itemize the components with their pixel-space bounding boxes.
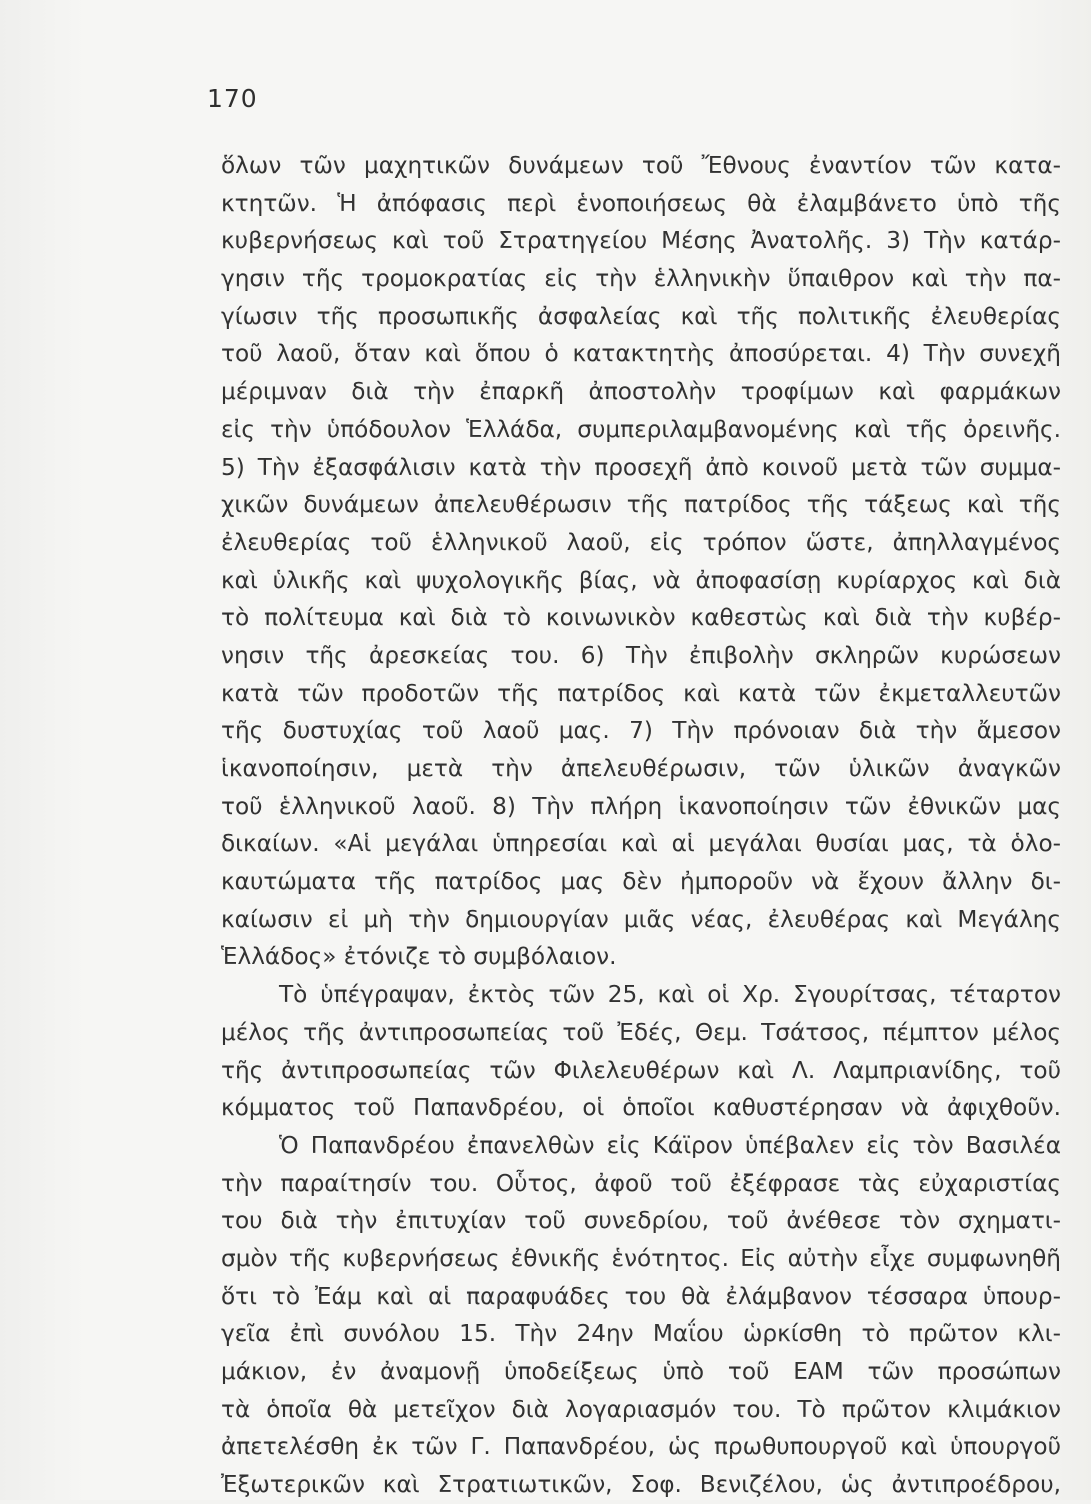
text-line: χικῶν δυνάμεων ἀπελευθέρωσιν τῆς πατρίδος τῆς τάξεως καὶ τῆς xyxy=(221,491,1061,519)
text-line: τὴν παραίτησίν του. Οὗτος, ἀφοῦ τοῦ ἐξέφρασε τὰς εὐχαριστίας xyxy=(221,1169,1061,1197)
text-line: Ὁ Παπανδρέου ἐπανελθὼν εἰς Κάϊρον ὑπέβαλεν εἰς τὸν Βασιλέα xyxy=(279,1131,1061,1159)
text-line: Ἐξωτερικῶν καὶ Στρατιωτικῶν, Σοφ. Βενιζέλου, ὡς ἀντιπροέδρου, xyxy=(221,1471,1061,1499)
text-line: μέλος τῆς ἀντιπροσωπείας τοῦ Ἐδές, Θεμ. Τσάτσος, πέμπτον μέλος xyxy=(221,1018,1061,1046)
text-line: γεῖα ἐπὶ συνόλου 15. Τὴν 24ην Μαΐου ὡρκίσθη τὸ πρῶτον κλι- xyxy=(221,1320,1061,1348)
text-line: ἀπετελέσθη ἐκ τῶν Γ. Παπανδρέου, ὡς πρωθυπουργοῦ καὶ ὑπουργοῦ xyxy=(221,1433,1061,1461)
text-line: δικαίων. «Αἱ μεγάλαι ὑπηρεσίαι καὶ αἱ μεγάλαι θυσίαι μας, τὰ ὁλο- xyxy=(221,830,1061,858)
text-line: κτητῶν. Ἡ ἀπόφασις περὶ ἑνοποιήσεως θὰ ἐλαμβάνετο ὑπὸ τῆς xyxy=(221,189,1061,217)
text-line: ἱκανοποίησιν, μετὰ τὴν ἀπελευθέρωσιν, τῶν ὑλικῶν ἀναγκῶν xyxy=(221,755,1061,782)
text-line: νησιν τῆς ἀρεσκείας του. 6) Τὴν ἐπιβολὴν σκληρῶν κυρώσεων xyxy=(221,641,1061,669)
text-line: κατὰ τῶν προδοτῶν τῆς πατρίδος καὶ κατὰ τῶν ἐκμεταλλευτῶν xyxy=(221,679,1061,707)
text-line: ὅλων τῶν μαχητικῶν δυνάμεων τοῦ Ἔθνους ἐναντίον τῶν κατα- xyxy=(221,152,1061,179)
text-line: Ἑλλάδος» ἐτόνιζε τὸ συμβόλαιον. xyxy=(221,943,617,971)
text-line: κόμματος τοῦ Παπανδρέου, οἱ ὁποῖοι καθυστέρησαν νὰ ἀφιχθοῦν. xyxy=(221,1094,1061,1122)
text-line: Τὸ ὑπέγραψαν, ἐκτὸς τῶν 25, καὶ οἱ Χρ. Σγουρίτσας, τέταρτον xyxy=(279,981,1061,1009)
body-text xyxy=(221,147,1061,1504)
text-line: κυβερνήσεως καὶ τοῦ Στρατηγείου Μέσης Ἀνατολῆς. 3) Τὴν κατάρ- xyxy=(221,227,1061,255)
text-line: ἐλευθερίας τοῦ ἑλληνικοῦ λαοῦ, εἰς τρόπον ὥστε, ἀπηλλαγμένος xyxy=(221,528,1061,556)
text-line: γίωσιν τῆς προσωπικῆς ἀσφαλείας καὶ τῆς πολιτικῆς ἐλευθερίας xyxy=(221,302,1061,330)
text-line: καυτώματα τῆς πατρίδος μας δὲν ἠμποροῦν νὰ ἔχουν ἄλλην δι- xyxy=(221,868,1061,896)
text-line: σμὸν τῆς κυβερνήσεως ἐθνικῆς ἑνότητος. Εἰς αὐτὴν εἶχε συμφωνηθῆ xyxy=(221,1244,1061,1272)
text-line: μέριμναν διὰ τὴν ἐπαρκῆ ἀποστολὴν τροφίμων καὶ φαρμάκων xyxy=(221,378,1061,406)
text-line: τῆς ἀντιπροσωπείας τῶν Φιλελευθέρων καὶ Λ. Λαμπριανίδης, τοῦ xyxy=(221,1056,1061,1084)
text-line: τὸ πολίτευμα καὶ διὰ τὸ κοινωνικὸν καθεστὼς καὶ διὰ τὴν κυβέρ- xyxy=(221,604,1061,632)
text-line: τοῦ λαοῦ, ὅταν καὶ ὅπου ὁ κατακτητὴς ἀποσύρεται. 4) Τὴν συνεχῆ xyxy=(221,340,1061,368)
text-line: του διὰ τὴν ἐπιτυχίαν τοῦ συνεδρίου, τοῦ ἀνέθεσε τὸν σχηματι- xyxy=(221,1207,1061,1235)
page-number: 170 xyxy=(207,84,258,113)
text-line: γησιν τῆς τρομοκρατίας εἰς τὴν ἑλληνικὴν ὕπαιθρον καὶ τὴν πα- xyxy=(221,265,1061,293)
text-line: τὰ ὁποῖα θὰ μετεῖχον διὰ λογαριασμόν του. Τὸ πρῶτον κλιμάκιον xyxy=(221,1395,1061,1423)
text-line: καίωσιν εἰ μὴ τὴν δημιουργίαν μιᾶς νέας, ἐλευθέρας καὶ Μεγάλης xyxy=(221,905,1061,933)
text-line: τῆς δυστυχίας τοῦ λαοῦ μας. 7) Τὴν πρόνοιαν διὰ τὴν ἄμεσον xyxy=(221,717,1061,745)
text-line: ὅτι τὸ Ἐάμ καὶ αἱ παραφυάδες του θὰ ἐλάμβανον τέσσαρα ὑπουρ- xyxy=(221,1282,1061,1310)
text-line: 5) Τὴν ἐξασφάλισιν κατὰ τὴν προσεχῆ ἀπὸ κοινοῦ μετὰ τῶν συμμα- xyxy=(221,453,1061,481)
text-line: τοῦ ἑλληνικοῦ λαοῦ. 8) Τὴν πλήρη ἱκανοποίησιν τῶν ἐθνικῶν μας xyxy=(221,792,1061,820)
text-line: καὶ ὑλικῆς καὶ ψυχολογικῆς βίας, νὰ ἀποφασίσῃ κυρίαρχος καὶ διὰ xyxy=(221,566,1061,594)
text-line: μάκιον, ἐν ἀναμονῇ ὑποδείξεως ὑπὸ τοῦ ΕΑΜ τῶν προσώπων xyxy=(221,1358,1061,1385)
text-line: εἰς τὴν ὑπόδουλον Ἑλλάδα, συμπεριλαμβανομένης καὶ τῆς ὀρεινῆς. xyxy=(221,415,1061,443)
